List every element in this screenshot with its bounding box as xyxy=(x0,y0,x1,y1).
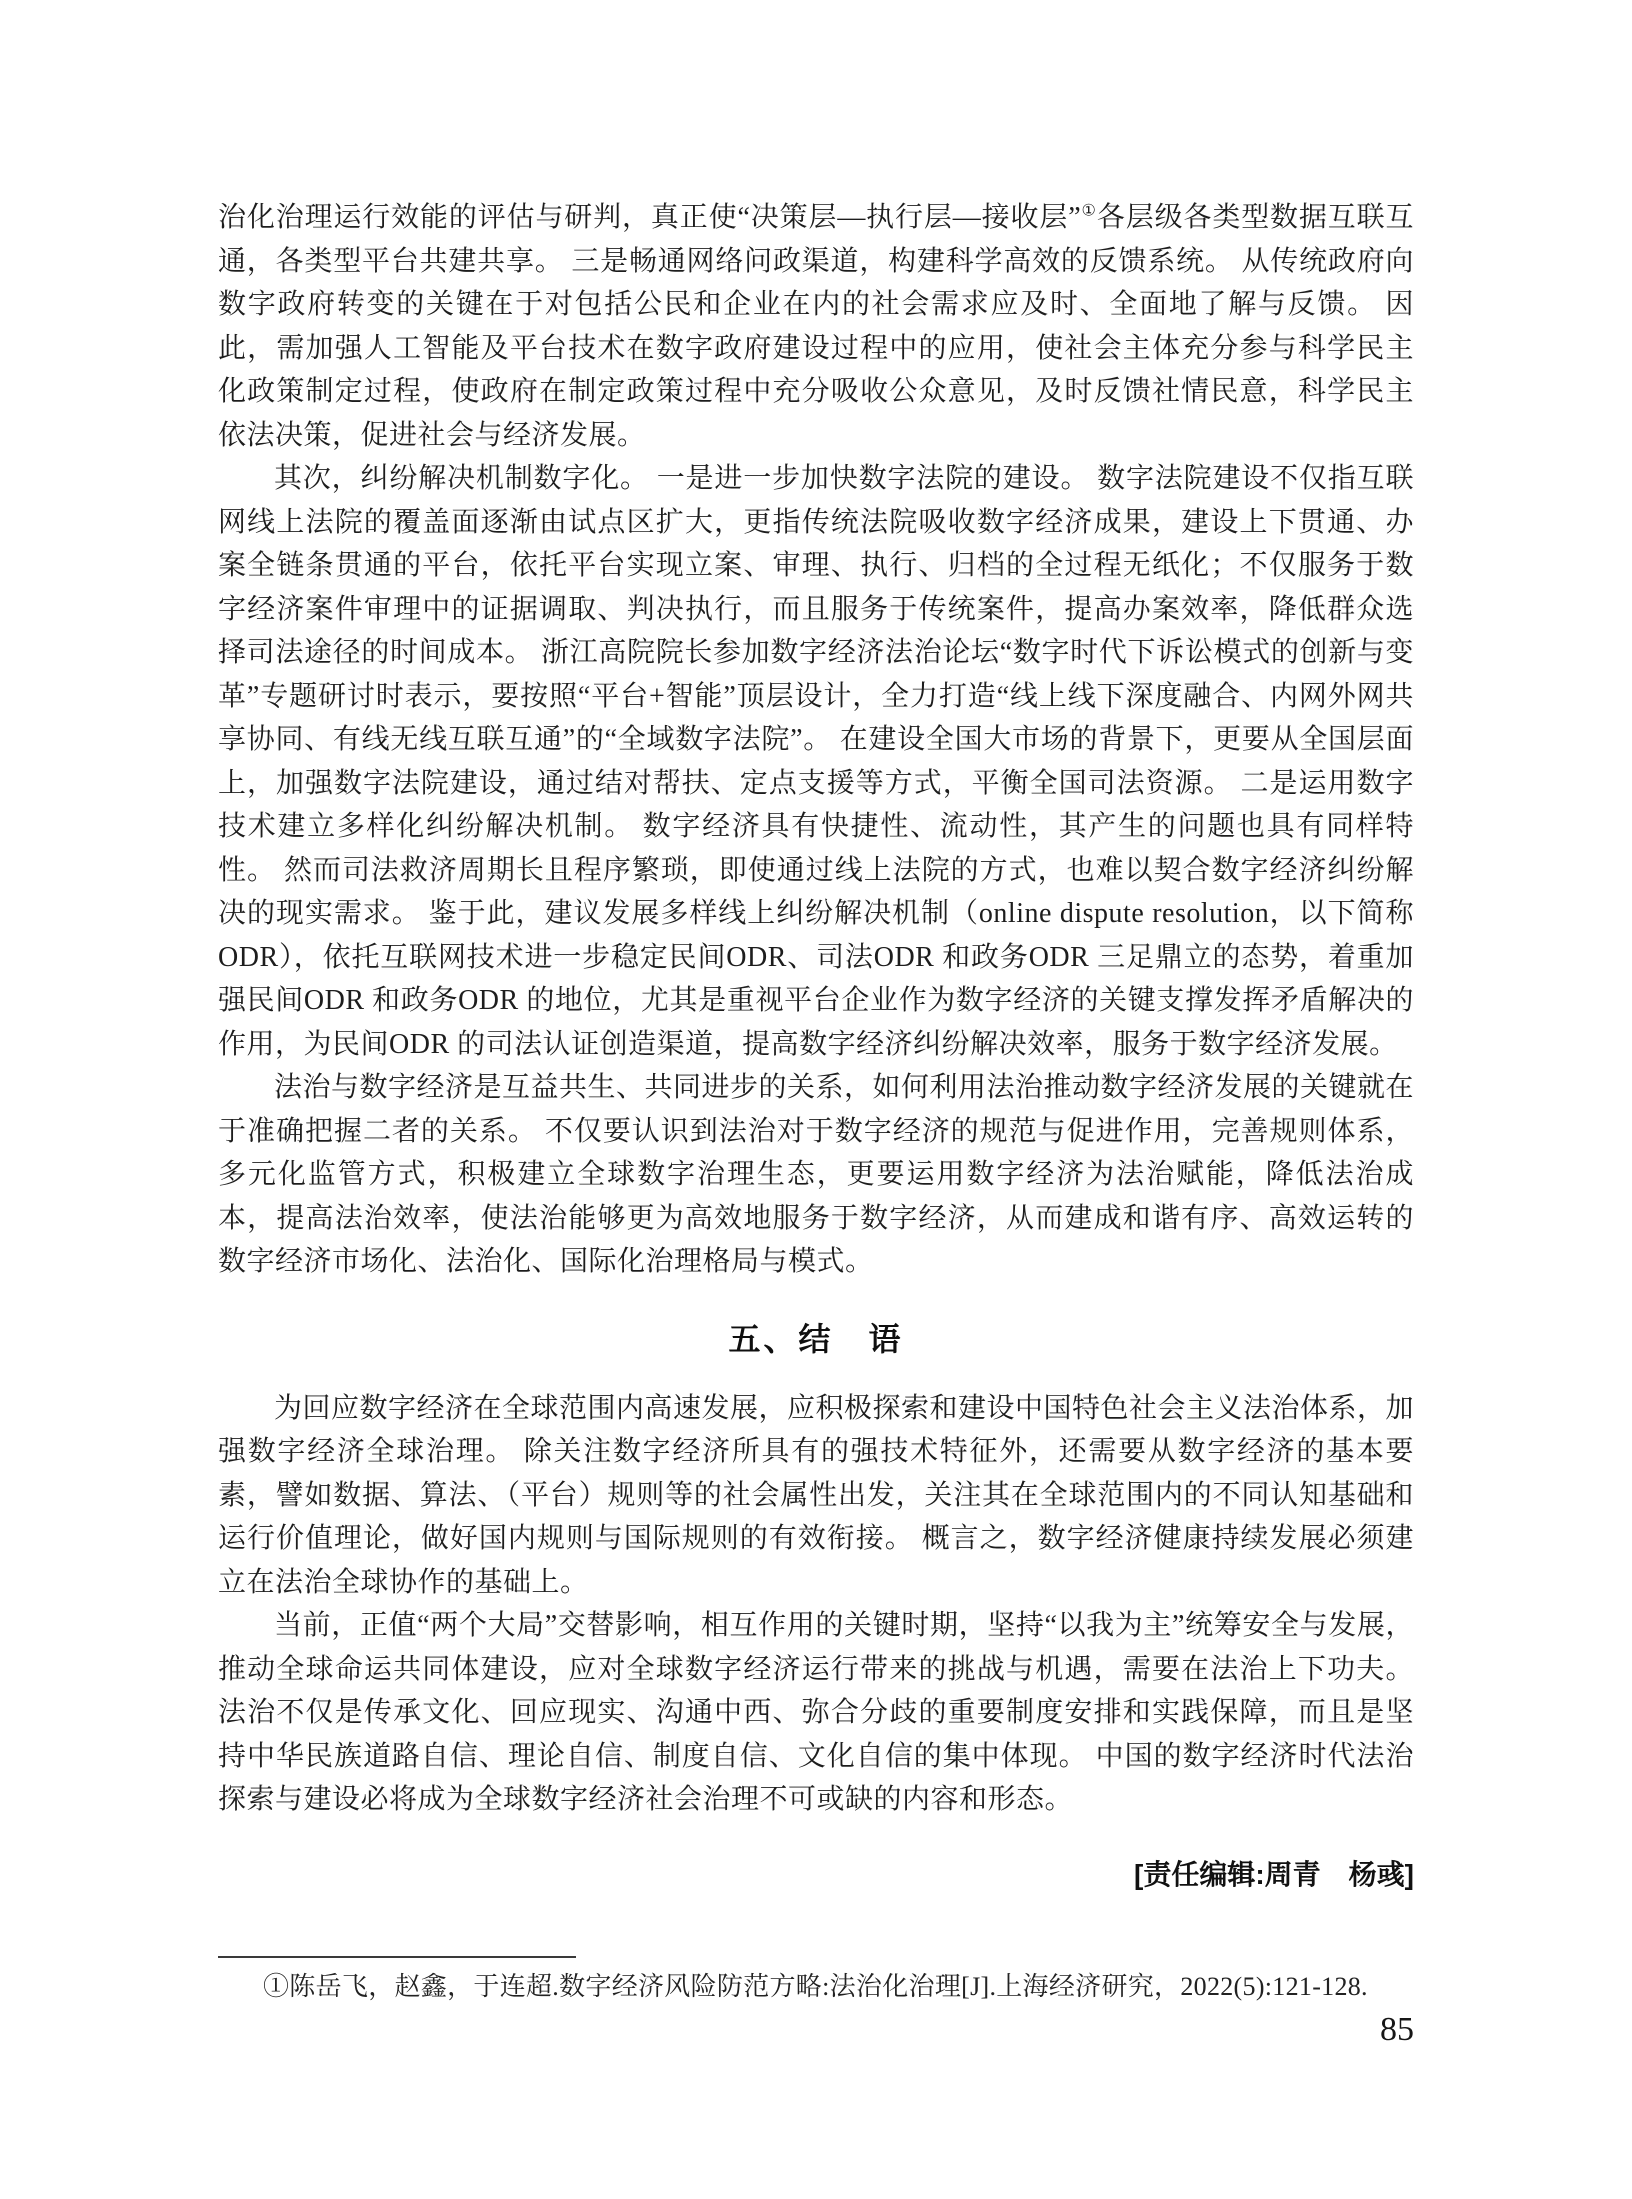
footnote-marker-1: ① xyxy=(1081,201,1097,220)
footnote-text: ①陈岳飞，赵鑫，于连超.数字经济风险防范方略:法治化治理[J].上海经济研究，2022(5):121-128. xyxy=(263,1971,1368,2001)
footnote-divider xyxy=(218,1956,576,1958)
section-heading: 五、结 语 xyxy=(728,1320,904,1357)
paragraph-3: 法治与数字经济是互益共生、共同进步的关系，如何利用法治推动数字经济发展的关键就在于准确把握二者的关系。 不仅要认识到法治对于数字经济的规范与促进作用，完善规则体系，多元化监管方式，积极建立全球数字治理生态，更要运用数字经济为法治赋能，降低法治成本，提高法治效率，使法治能够更为高效地服务于数字经济，从而建成和谐有序、高效运转的数字经济市场化、法治化、国际化治理格局与模式。 xyxy=(218,1072,1415,1277)
page-number: 85 xyxy=(1380,2011,1414,2048)
text-column xyxy=(218,196,1414,2004)
paragraph-5: 当前，正值“两个大局”交替影响，相互作用的关键时期，坚持“以我为主”统筹安全与发展，推动全球命运共同体建设，应对全球数字经济运行带来的挑战与机遇，需要在法治上下功夫。 法治不仅是传承文化、回应现实、沟通中西、弥合分歧的重要制度安排和实践保障，而且是坚持中华民族道路自信、理论自信、制度自信、文化自信的集中体现。 中国的数字经济时代法治探索与建设必将成为全球数字经济社会治理不可或缺的内容和形态。 xyxy=(218,1610,1414,1815)
paragraph-2: 其次，纠纷解决机制数字化。 一是进一步加快数字法院的建设。 数字法院建设不仅指互联网线上法院的覆盖面逐渐由试点区扩大，更指传统法院吸收数字经济成果，建设上下贯通、办案全链条贯通的平台，依托平台实现立案、审理、执行、归档的全过程无纸化；不仅服务于数字经济案件审理中的证据调取、判决执行，而且服务于传统案件，提高办案效率，降低群众选择司法途径的时间成本。 浙江高院院长参加数字经济法治论坛“数字时代下诉讼模式的创新与变革”专题研讨时表示，要按照“平台+智能”顶层设计，全力打造“线上线下深度融合、内网外网共享协同、有线无线互联互通”的“全域数字法院”。 在建设全国大市场的背景下，更要从全国层面上，加强数字法院建设，通过结对帮扶、定点支援等方式，平衡全国司法资源。 二是运用数字技术建立多样化纠纷解决机制。 数字经济具有快捷性、流动性，其产生的问题也具有同样特性。 然而司法救济周期长且程序繁琐，即使通过线上法院的方式，也难以契合数字经济纠纷解决的现实需求。 鉴于此，建议发展多样线上纠纷解决机制（online dispute resolution，以下简称ODR），依托互联网技术进一步稳定民间ODR、司法ODR 和政务ODR 三足鼎立的态势，着重加强民间ODR 和政务ODR 的地位，尤其是重视平台企业作为数字经济的关键支撑发挥矛盾解决的作用，为民间ODR 的司法认证创造渠道，提高数字经济纠纷解决效率，服务于数字经济发展。 xyxy=(218,463,1414,1060)
paragraph-1 xyxy=(218,196,1414,457)
editor-note: [责任编辑:周青 杨彧] xyxy=(1134,1858,1414,1890)
paragraph-1-text-post: 各层级各类型数据互联互通，各类型平台共建共享。 三是畅通网络问政渠道，构建科学高效的反馈系统。 从传统政府向数字政府转变的关键在于对包括公民和企业在内的社会需求应及时、全面地了解与反馈。 因此，需加强人工智能及平台技术在数字政府建设过程中的应用，使社会主体充分参与科学民主化政策制定过程，使政府在制定政策过程中充分吸收公众意见，及时反馈社情民意，科学民主依法决策，促进社会与经济发展。 xyxy=(218,202,1414,451)
paragraph-4: 为回应数字经济在全球范围内高速发展，应积极探索和建设中国特色社会主义法治体系，加强数字经济全球治理。 除关注数字经济所具有的强技术特征外，还需要从数字经济的基本要素，譬如数据、算法、（平台）规则等的社会属性出发，关注其在全球范围内的不同认知基础和运行价值理论，做好国内规则与国际规则的有效衔接。 概言之，数字经济健康持续发展必须建立在法治全球协作的基础上。 xyxy=(218,1392,1415,1598)
paragraph-1-text-pre: 治化治理运行效能的评估与研判，真正使“决策层—执行层—接收层” xyxy=(218,202,1082,233)
